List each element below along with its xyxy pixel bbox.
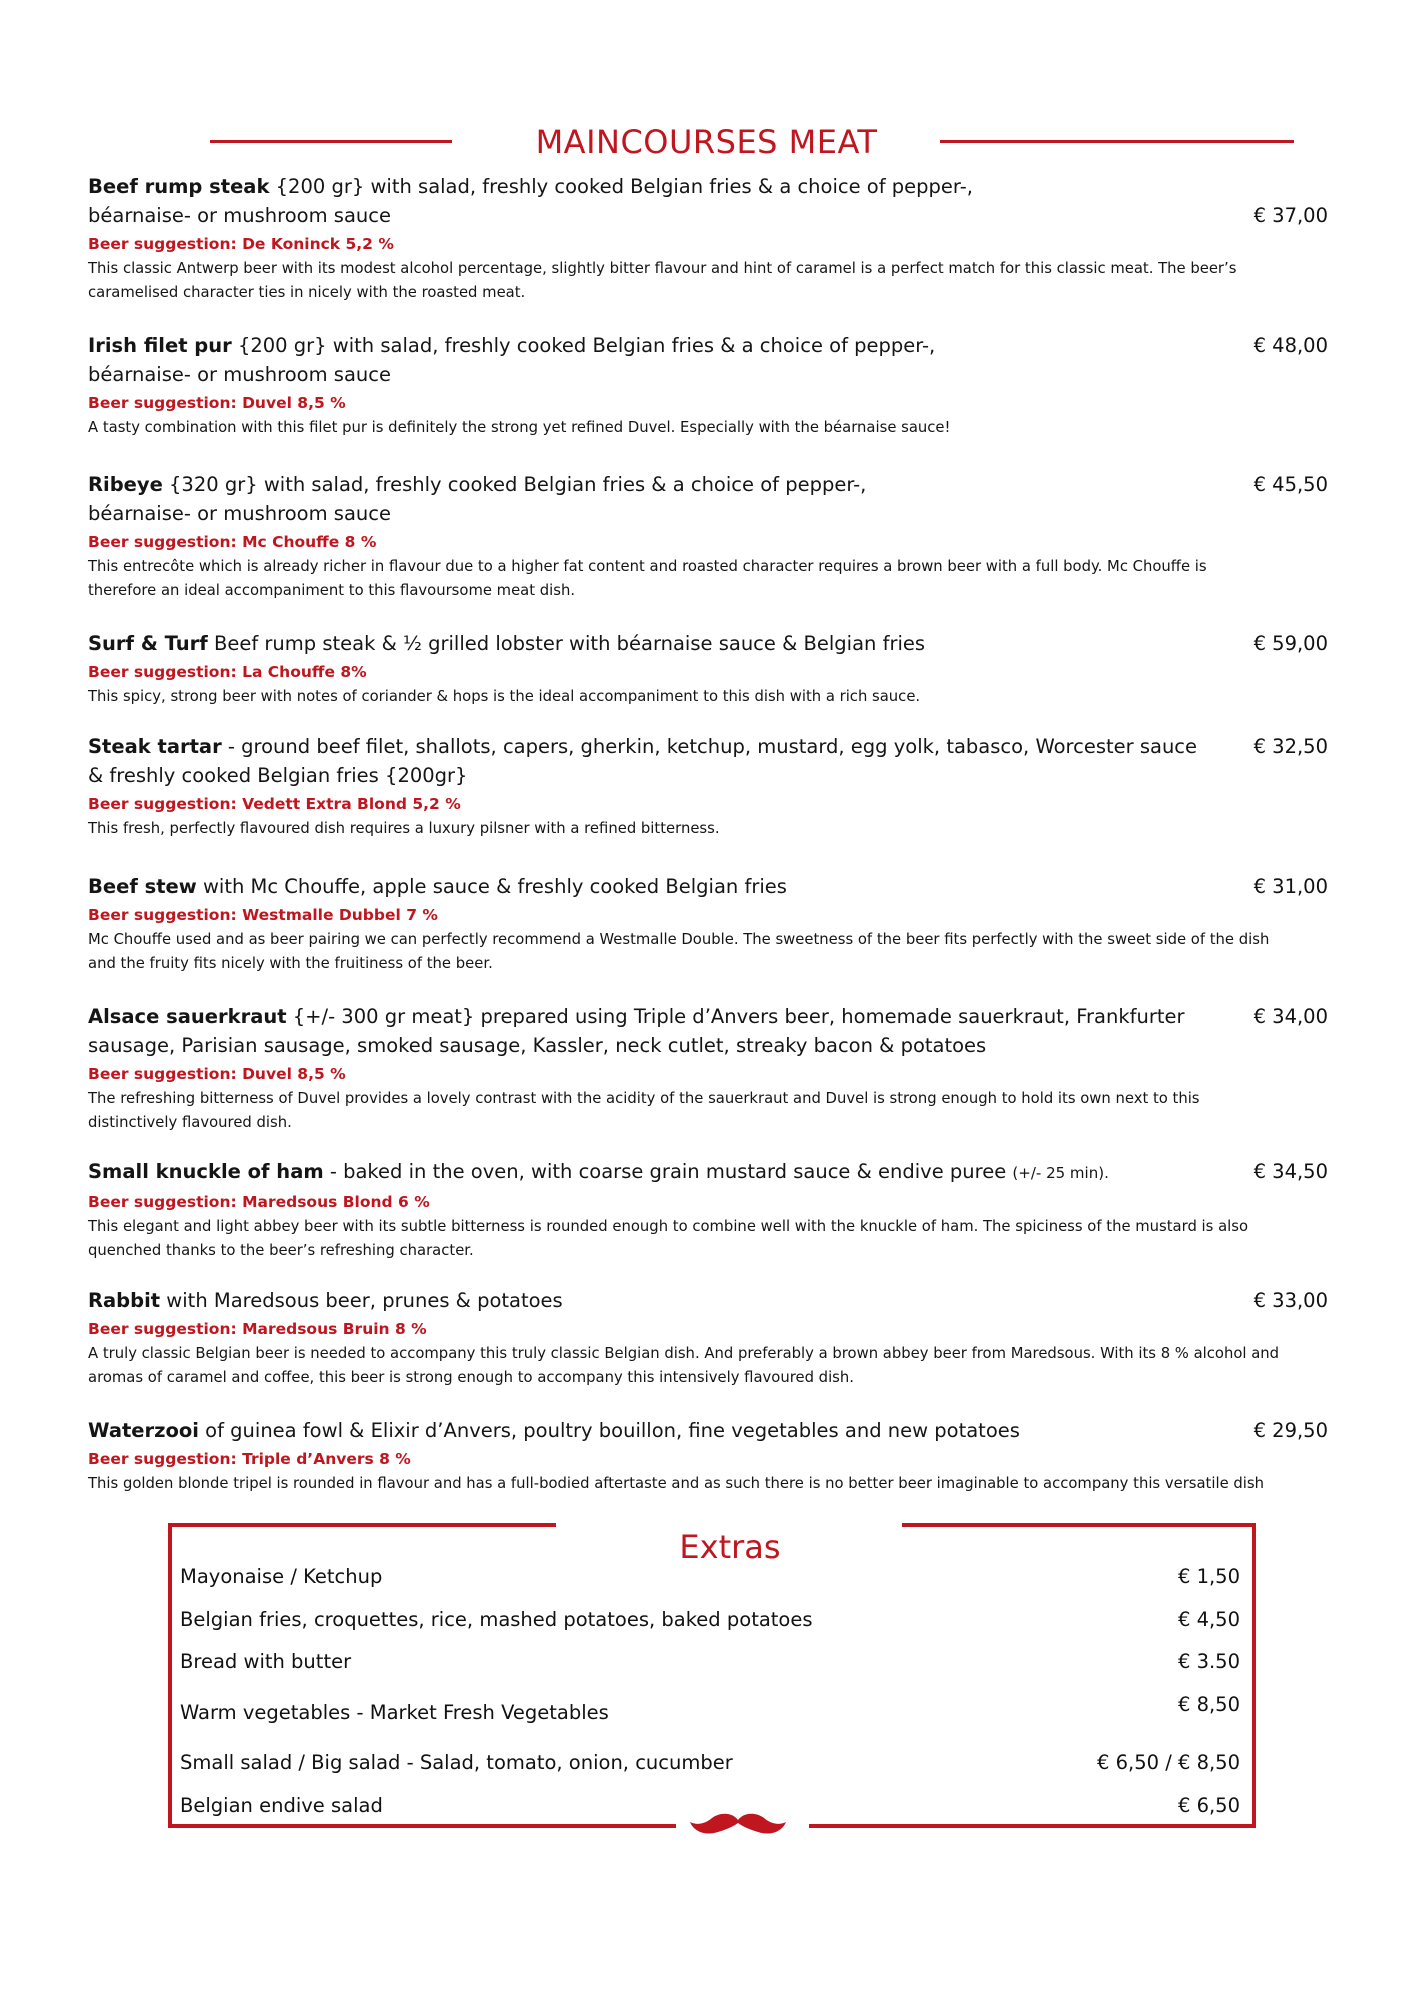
pairing-description: [88, 1087, 1328, 1135]
extras-item-price: € 4,50: [1177, 1608, 1240, 1631]
pairing-description-line: and the fruity fits nicely with the fruitiness of the beer.: [88, 955, 493, 972]
dish-text: [88, 172, 1203, 230]
extras-item-name: Bread with butter: [180, 1650, 352, 1673]
pairing-description-line: A truly classic Belgian beer is needed to accompany this truly classic Belgian dish. And preferably a brown abbey beer from Maredsous. With its 8 % alcohol and: [88, 1345, 1280, 1362]
beer-suggestion: Beer suggestion: Duvel 8,5 %: [88, 394, 346, 412]
pairing-description: [88, 1342, 1328, 1390]
dish-price: € 37,00: [1253, 204, 1328, 227]
dish-waterzooi: [88, 1416, 1328, 1496]
dish-surf-and-turf: [88, 629, 1328, 709]
dish-text: [88, 732, 1203, 790]
beer-suggestion: Beer suggestion: Mc Chouffe 8 %: [88, 533, 377, 551]
dish-description: - ground beef filet, shallots, capers, gherkin, ketchup, mustard, egg yolk, tabasco, Worcester sauce: [221, 735, 1198, 758]
beer-suggestion: Beer suggestion: Duvel 8,5 %: [88, 1065, 346, 1083]
title-rule-right: [940, 140, 1294, 143]
beer-suggestion: Beer suggestion: Westmalle Dubbel 7 %: [88, 906, 438, 924]
pairing-description: [88, 817, 1328, 841]
pairing-description: [88, 928, 1328, 976]
pairing-description: [88, 555, 1328, 603]
pairing-description-line: Mc Chouffe used and as beer pairing we can perfectly recommend a Westmalle Double. The sweetness of the beer fits perfectly with the sweet side of the dish: [88, 931, 1270, 948]
dish-beef-stew: [88, 872, 1328, 976]
dish-name: Ribeye: [88, 473, 163, 496]
beer-suggestion: Beer suggestion: Maredsous Blond 6 %: [88, 1193, 430, 1211]
extras-box: [168, 1523, 1256, 1828]
dish-description: {+/- 300 gr meat} prepared using Triple d’Anvers beer, homemade sauerkraut, Frankfurter: [286, 1005, 1185, 1028]
dish-text: [88, 470, 1203, 528]
dish-alsace-sauerkraut: [88, 1002, 1328, 1135]
dish-description-cont: & freshly cooked Belgian fries {200gr}: [88, 764, 468, 787]
extras-item-name: Warm vegetables - Market Fresh Vegetables: [180, 1701, 609, 1724]
extras-item-price: € 8,50: [1177, 1693, 1240, 1716]
dish-name: Surf & Turf: [88, 632, 208, 655]
extras-border-bottom-left: [168, 1824, 676, 1828]
dish-price: € 29,50: [1253, 1419, 1328, 1442]
extras-item: [180, 1563, 1240, 1591]
extras-item-price: € 6,50: [1177, 1794, 1240, 1817]
extras-border-left: [168, 1523, 172, 1828]
dish-name: Waterzooi: [88, 1419, 199, 1442]
extras-item-price: € 1,50: [1177, 1565, 1240, 1588]
dish-steak-tartar: [88, 732, 1328, 841]
pairing-description-line: This elegant and light abbey beer with its subtle bitterness is rounded enough to combine well with the knuckle of ham. The spiciness of the mustard is also: [88, 1218, 1249, 1235]
dish-text: [88, 331, 1203, 389]
extras-item-name: Belgian endive salad: [180, 1794, 383, 1817]
dish-name: Steak tartar: [88, 735, 222, 758]
dish-description: with Maredsous beer, prunes & potatoes: [160, 1289, 563, 1312]
dish-name: Beef stew: [88, 875, 197, 898]
cooking-time: (+/- 25 min).: [1012, 1164, 1109, 1182]
extras-border-top-left: [168, 1523, 556, 1527]
dish-name: Rabbit: [88, 1289, 161, 1312]
dish-price: € 59,00: [1253, 632, 1328, 655]
dish-description: {200 gr} with salad, freshly cooked Belgian fries & a choice of pepper-,: [231, 334, 936, 357]
dish-name: Beef rump steak: [88, 175, 270, 198]
pairing-description-line: therefore an ideal accompaniment to this flavoursome meat dish.: [88, 582, 576, 599]
dish-ribeye: [88, 470, 1328, 603]
dish-price: € 48,00: [1253, 334, 1328, 357]
extras-item: [180, 1691, 1240, 1727]
extras-item-price: € 3.50: [1177, 1650, 1240, 1673]
dish-description: Beef rump steak & ½ grilled lobster with béarnaise sauce & Belgian fries: [207, 632, 926, 655]
extras-border-bottom-right: [809, 1824, 1256, 1828]
beer-suggestion: Beer suggestion: Maredsous Bruin 8 %: [88, 1320, 427, 1338]
dish-description-cont: sausage, Parisian sausage, smoked sausage, Kassler, neck cutlet, streaky bacon & potatoes: [88, 1034, 987, 1057]
dish-small-knuckle-of-ham: [88, 1157, 1328, 1263]
pairing-description-line: quenched thanks to the beer’s refreshing character.: [88, 1242, 474, 1259]
extras-item-name: Mayonaise / Ketchup: [180, 1565, 383, 1588]
beer-suggestion: Beer suggestion: La Chouffe 8%: [88, 663, 367, 681]
pairing-description: [88, 416, 1328, 440]
dish-irish-filet-pur: [88, 331, 1328, 440]
dish-text: [88, 1157, 1203, 1188]
dish-description: - baked in the oven, with coarse grain mustard sauce & endive puree: [323, 1160, 1013, 1183]
pairing-description: [88, 1472, 1328, 1496]
dish-beef-rump-steak: [88, 172, 1328, 305]
mustache-icon: [688, 1808, 788, 1838]
beer-suggestion: Beer suggestion: De Koninck 5,2 %: [88, 235, 394, 253]
dish-text: [88, 1416, 1203, 1445]
pairing-description-line: aromas of caramel and coffee, this beer is strong enough to accompany this intensively flavoured dish.: [88, 1369, 854, 1386]
dish-price: € 31,00: [1253, 875, 1328, 898]
dish-description: with Mc Chouffe, apple sauce & freshly cooked Belgian fries: [196, 875, 787, 898]
pairing-description-line: The refreshing bitterness of Duvel provides a lovely contrast with the acidity of the sauerkraut and Duvel is strong enough to hold its own next to this: [88, 1090, 1200, 1107]
pairing-description-line: This spicy, strong beer with notes of coriander & hops is the ideal accompaniment to this dish with a rich sauce.: [88, 688, 921, 705]
pairing-description: [88, 257, 1328, 305]
dish-price: € 34,00: [1253, 1005, 1328, 1028]
pairing-description-line: This entrecôte which is already richer in flavour due to a higher fat content and roasted character requires a brown beer with a full body. Mc Chouffe is: [88, 558, 1207, 575]
dish-text: [88, 1286, 1203, 1315]
beer-suggestion: Beer suggestion: Triple d’Anvers 8 %: [88, 1450, 411, 1468]
extras-item-price: € 6,50 / € 8,50: [1096, 1751, 1240, 1774]
pairing-description: [88, 685, 1328, 709]
dish-description-cont: béarnaise- or mushroom sauce: [88, 502, 391, 525]
dish-text: [88, 872, 1203, 901]
beer-suggestion: Beer suggestion: Vedett Extra Blond 5,2 %: [88, 795, 461, 813]
extras-item: [180, 1606, 1240, 1634]
extras-item-name: Belgian fries, croquettes, rice, mashed potatoes, baked potatoes: [180, 1608, 813, 1631]
dish-name: Irish filet pur: [88, 334, 232, 357]
dish-description: of guinea fowl & Elixir d’Anvers, poultry bouillon, fine vegetables and new potatoes: [198, 1419, 1020, 1442]
dish-text: [88, 1002, 1203, 1060]
extras-item: [180, 1648, 1240, 1676]
extras-item-name: Small salad / Big salad - Salad, tomato, onion, cucumber: [180, 1751, 733, 1774]
dish-description-cont: béarnaise- or mushroom sauce: [88, 204, 391, 227]
dish-name: Small knuckle of ham: [88, 1160, 324, 1183]
extras-item: [180, 1749, 1240, 1777]
page-title: MAINCOURSES MEAT: [535, 123, 878, 161]
pairing-description-line: distinctively flavoured dish.: [88, 1114, 292, 1131]
dish-price: € 32,50: [1253, 735, 1328, 758]
dish-description-cont: béarnaise- or mushroom sauce: [88, 363, 391, 386]
dish-price: € 34,50: [1253, 1160, 1328, 1183]
pairing-description: [88, 1215, 1328, 1263]
pairing-description-line: A tasty combination with this filet pur is definitely the strong yet refined Duvel. Especially with the béarnaise sauce!: [88, 419, 951, 436]
dish-description: {200 gr} with salad, freshly cooked Belgian fries & a choice of pepper-,: [269, 175, 973, 198]
pairing-description-line: This classic Antwerp beer with its modest alcohol percentage, slightly bitter flavour and hint of caramel is a perfect match for this classic meat. The beer’s: [88, 260, 1237, 277]
pairing-description-line: This fresh, perfectly flavoured dish requires a luxury pilsner with a refined bitterness.: [88, 820, 720, 837]
extras-title: Extras: [679, 1528, 781, 1566]
dish-price: € 45,50: [1253, 473, 1328, 496]
pairing-description-line: caramelised character ties in nicely with the roasted meat.: [88, 284, 526, 301]
dish-price: € 33,00: [1253, 1289, 1328, 1312]
pairing-description-line: This golden blonde tripel is rounded in flavour and has a full-bodied aftertaste and as such there is no better beer imaginable to accompany this versatile dish: [88, 1475, 1264, 1492]
extras-border-top-right: [902, 1523, 1256, 1527]
dish-description: {320 gr} with salad, freshly cooked Belgian fries & a choice of pepper-,: [162, 473, 867, 496]
dish-rabbit: [88, 1286, 1328, 1390]
dish-text: [88, 629, 1203, 658]
extras-border-right: [1252, 1523, 1256, 1828]
dish-name: Alsace sauerkraut: [88, 1005, 287, 1028]
